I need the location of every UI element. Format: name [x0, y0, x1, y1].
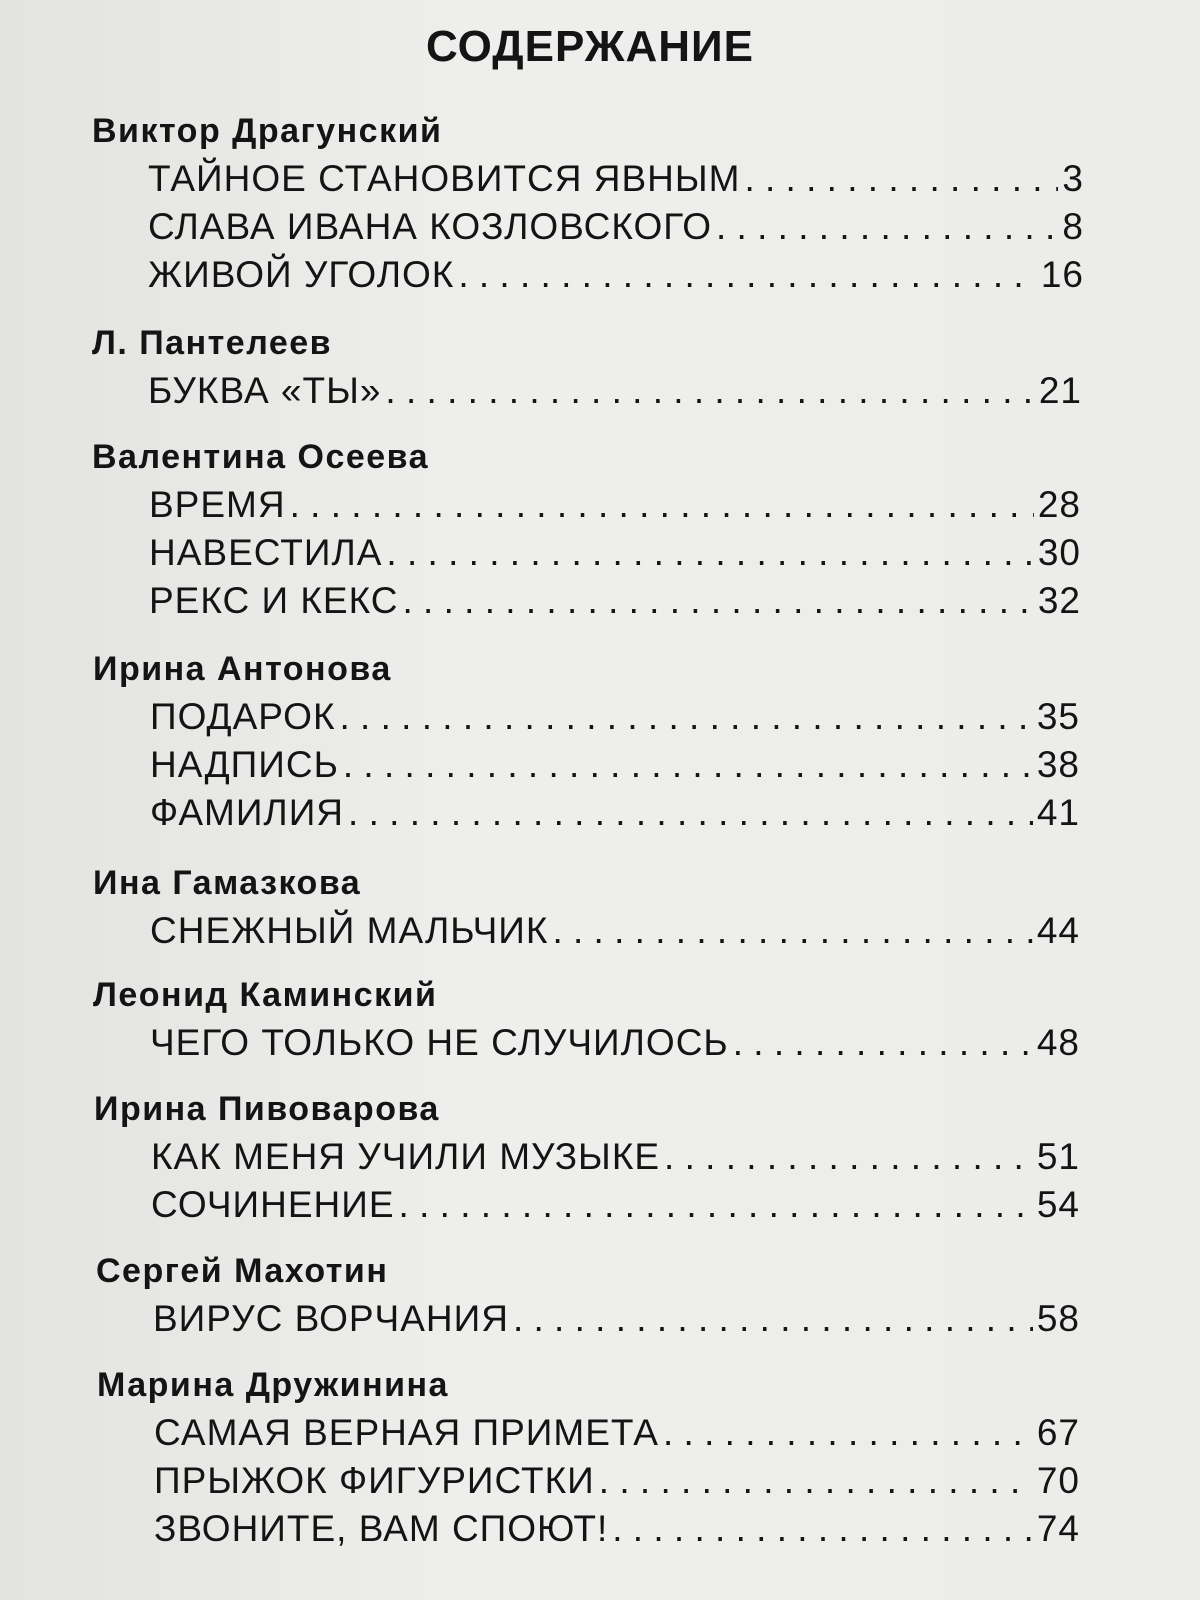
entry-title: НАВЕСТИЛА — [149, 532, 383, 573]
dot-leader — [733, 1022, 1033, 1064]
toc-entry[interactable] — [148, 254, 1084, 300]
page-number: 8 — [1062, 206, 1084, 247]
page-number: 58 — [1036, 1298, 1080, 1339]
page-number: 67 — [1036, 1412, 1080, 1453]
entry-title: САМАЯ ВЕРНАЯ ПРИМЕТА — [154, 1412, 659, 1453]
toc-entry[interactable] — [153, 1298, 1080, 1344]
page-number: 51 — [1036, 1136, 1080, 1177]
dot-leader — [402, 580, 1033, 622]
entry-title: СНЕЖНЫЙ МАЛЬЧИК — [150, 910, 549, 951]
entry-title: ФАМИЛИЯ — [150, 792, 345, 833]
toc-entry[interactable] — [148, 206, 1084, 252]
dot-leader — [386, 532, 1033, 574]
entry-title: ВРЕМЯ — [149, 484, 286, 525]
toc-entry[interactable] — [149, 532, 1081, 578]
page-number: 32 — [1037, 580, 1081, 621]
entry-title: ПРЫЖОК ФИГУРИСТКИ — [154, 1460, 595, 1501]
toc-entry[interactable] — [148, 158, 1084, 204]
page-number: 30 — [1037, 532, 1081, 573]
toc-entry[interactable] — [154, 1508, 1080, 1554]
toc-entry[interactable] — [150, 792, 1080, 838]
page-title: СОДЕРЖАНИЕ — [425, 22, 755, 71]
entry-title: ЧЕГО ТОЛЬКО НЕ СЛУЧИЛОСЬ — [150, 1022, 729, 1063]
dot-leader — [744, 158, 1058, 200]
page-number: 44 — [1036, 910, 1080, 951]
dot-leader — [513, 1298, 1033, 1340]
entry-title: СЛАВА ИВАНА КОЗЛОВСКОГО — [148, 206, 712, 247]
toc-entry[interactable] — [149, 484, 1081, 530]
dot-leader — [290, 484, 1034, 526]
page-number: 21 — [1038, 370, 1082, 411]
dot-leader — [612, 1508, 1033, 1550]
toc-entry[interactable] — [150, 910, 1080, 956]
author-heading: Валентина Осеева — [92, 438, 430, 476]
author-heading: Л. Пантелеев — [92, 324, 333, 362]
entry-title: РЕКС И КЕКС — [149, 580, 399, 621]
author-heading: Ирина Пивоварова — [94, 1090, 440, 1128]
entry-title: НАДПИСЬ — [150, 744, 339, 785]
entry-title: ТАЙНОЕ СТАНОВИТСЯ ЯВНЫМ — [148, 158, 741, 199]
dot-leader — [340, 696, 1033, 738]
dot-leader — [348, 792, 1033, 834]
toc-entry[interactable] — [150, 1022, 1080, 1068]
toc-entry[interactable] — [150, 744, 1080, 790]
author-heading: Ирина Антонова — [93, 650, 392, 688]
page-number: 74 — [1036, 1508, 1080, 1549]
entry-title: ПОДАРОК — [150, 696, 336, 737]
dot-leader — [385, 370, 1034, 412]
toc-entry[interactable] — [150, 696, 1080, 742]
toc-entry[interactable] — [151, 1184, 1080, 1230]
page-number: 54 — [1036, 1184, 1080, 1225]
entry-title: СОЧИНЕНИЕ — [151, 1184, 395, 1225]
toc-entry[interactable] — [154, 1460, 1080, 1506]
page-number: 38 — [1036, 744, 1080, 785]
dot-leader — [664, 1136, 1033, 1178]
page-number: 41 — [1036, 792, 1080, 833]
author-heading: Ина Гамазкова — [93, 864, 362, 902]
dot-leader — [552, 910, 1032, 952]
dot-leader — [399, 1184, 1033, 1226]
page-number: 28 — [1037, 484, 1081, 525]
dot-leader — [716, 206, 1058, 248]
dot-leader — [458, 254, 1037, 296]
page-number: 48 — [1036, 1022, 1080, 1063]
entry-title: КАК МЕНЯ УЧИЛИ МУЗЫКЕ — [151, 1136, 661, 1177]
dot-leader — [343, 744, 1033, 786]
toc-entry[interactable] — [148, 370, 1082, 416]
page-number: 16 — [1040, 254, 1084, 295]
entry-title: ЗВОНИТЕ, ВАМ СПОЮТ! — [154, 1508, 609, 1549]
entry-title: ВИРУС ВОРЧАНИЯ — [153, 1298, 509, 1339]
entry-title: ЖИВОЙ УГОЛОК — [148, 254, 455, 295]
toc-entry[interactable] — [154, 1412, 1080, 1458]
dot-leader — [599, 1460, 1033, 1502]
toc-entry[interactable] — [149, 580, 1081, 626]
toc-entry[interactable] — [151, 1136, 1080, 1182]
page-number: 35 — [1036, 696, 1080, 737]
author-heading: Виктор Драгунский — [92, 112, 443, 150]
entry-title: БУКВА «ТЫ» — [148, 370, 382, 411]
page-number: 70 — [1036, 1460, 1080, 1501]
author-heading: Сергей Махотин — [96, 1252, 389, 1290]
dot-leader — [663, 1412, 1033, 1454]
page-number: 3 — [1062, 158, 1084, 199]
author-heading: Марина Дружинина — [97, 1366, 449, 1404]
author-heading: Леонид Каминский — [93, 976, 438, 1014]
